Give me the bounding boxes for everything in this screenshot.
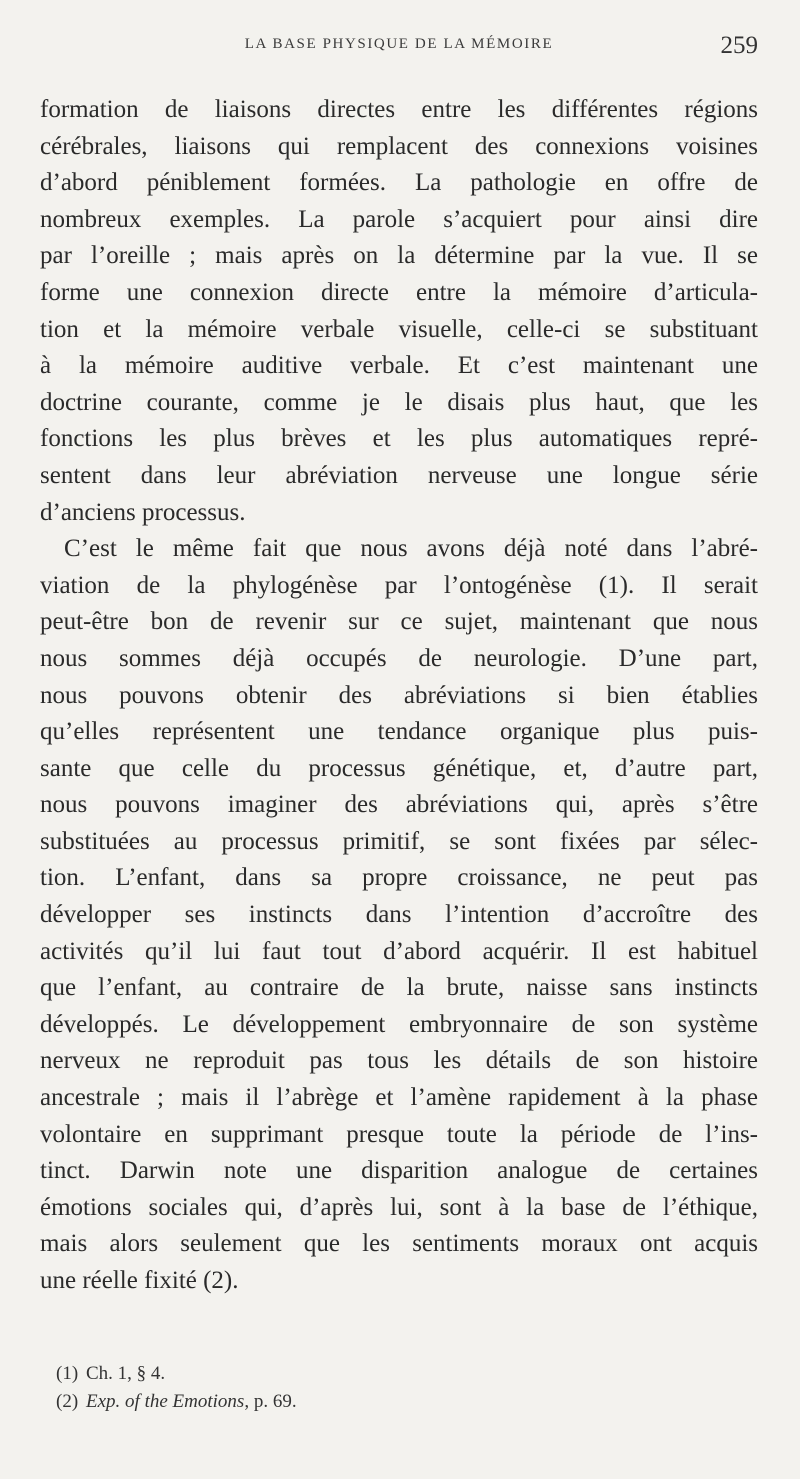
text-line: substituées au processus primitif, se sont fixées par sélec-	[40, 827, 758, 855]
text-line: qu’elles représentent une tendance organique plus puis-	[40, 718, 758, 746]
text-line: développer ses instincts dans l’intention d’accroître des	[40, 901, 758, 929]
running-title: LA BASE PHYSIQUE DE LA MÉMOIRE	[244, 36, 554, 52]
text-line: à la mémoire auditive verbale. Et c’est maintenant une	[40, 352, 758, 380]
text-line: mais alors seulement que les sentiments moraux ont acquis	[40, 1230, 758, 1258]
body-text	[40, 92, 758, 1300]
footnote-text: , p. 69.	[244, 1391, 297, 1412]
footnote-text: Ch. 1, § 4.	[86, 1363, 166, 1384]
text-line: développés. Le développement embryonnaire de son système	[40, 1010, 758, 1038]
text-line: fonctions les plus brèves et les plus automatiques repré-	[40, 425, 758, 453]
text-line: sante que celle du processus génétique, et, d’autre part,	[40, 754, 758, 782]
text-line: d’abord péniblement formées. La pathologie en offre de	[40, 169, 758, 197]
footnote-1	[56, 1360, 656, 1388]
text-line: nombreux exemples. La parole s’acquiert pour ainsi dire	[40, 205, 758, 233]
text-line: nous pouvons obtenir des abréviations si bien établies	[40, 681, 758, 709]
footnote-title: Exp. of the Emotions	[86, 1391, 245, 1412]
text-line: nous sommes déjà occupés de neurologie. D’une part,	[40, 644, 758, 672]
text-line: sentent dans leur abréviation nerveuse une longue série	[40, 461, 758, 489]
text-line: viation de la phylogénèse par l’ontogénèse (1). Il serait	[40, 571, 758, 599]
text-line: nerveux ne reproduit pas tous les détails de son histoire	[40, 1047, 758, 1075]
text-line: doctrine courante, comme je le disais plus haut, que les	[40, 388, 758, 416]
footnote-marker: (2)	[56, 1391, 79, 1412]
text-line: C’est le même fait que nous avons déjà noté dans l’abré-	[64, 535, 758, 563]
text-line: peut-être bon de revenir sur ce sujet, maintenant que nous	[40, 608, 758, 636]
text-line: ancestrale ; mais il l’abrège et l’amène rapidement à la phase	[40, 1084, 758, 1112]
text-line: tion. L’enfant, dans sa propre croissance, ne peut pas	[40, 864, 758, 892]
text-line: par l’oreille ; mais après on la détermine par la vue. Il se	[40, 242, 758, 270]
paragraph-2	[40, 531, 758, 1299]
footnote-2	[56, 1388, 656, 1416]
footnote-marker: (1)	[56, 1363, 79, 1384]
text-line: formation de liaisons directes entre les différentes régions	[40, 96, 758, 123]
text-line: d’anciens processus.	[40, 498, 246, 526]
text-line: forme une connexion directe entre la mémoire d’articula-	[40, 278, 758, 306]
footnotes	[56, 1360, 656, 1416]
text-line: volontaire en supprimant presque toute la période de l’ins-	[40, 1120, 758, 1148]
text-line: que l’enfant, au contraire de la brute, naisse sans instincts	[40, 974, 758, 1002]
text-line: émotions sociales qui, d’après lui, sont à la base de l’éthique,	[40, 1193, 758, 1221]
running-header	[40, 32, 758, 62]
text-line: activités qu’il lui faut tout d’abord acquérir. Il est habituel	[40, 937, 758, 965]
text-line: tinct. Darwin note une disparition analogue de certaines	[40, 1157, 758, 1185]
text-line: cérébrales, liaisons qui remplacent des connexions voisines	[40, 132, 758, 160]
text-line: tion et la mémoire verbale visuelle, celle-ci se substituant	[40, 315, 758, 343]
paragraph-1	[40, 92, 758, 531]
text-line: une réelle fixité (2).	[40, 1267, 239, 1294]
text-line: nous pouvons imaginer des abréviations qui, après s’être	[40, 791, 758, 819]
page-number: 259	[720, 32, 758, 59]
